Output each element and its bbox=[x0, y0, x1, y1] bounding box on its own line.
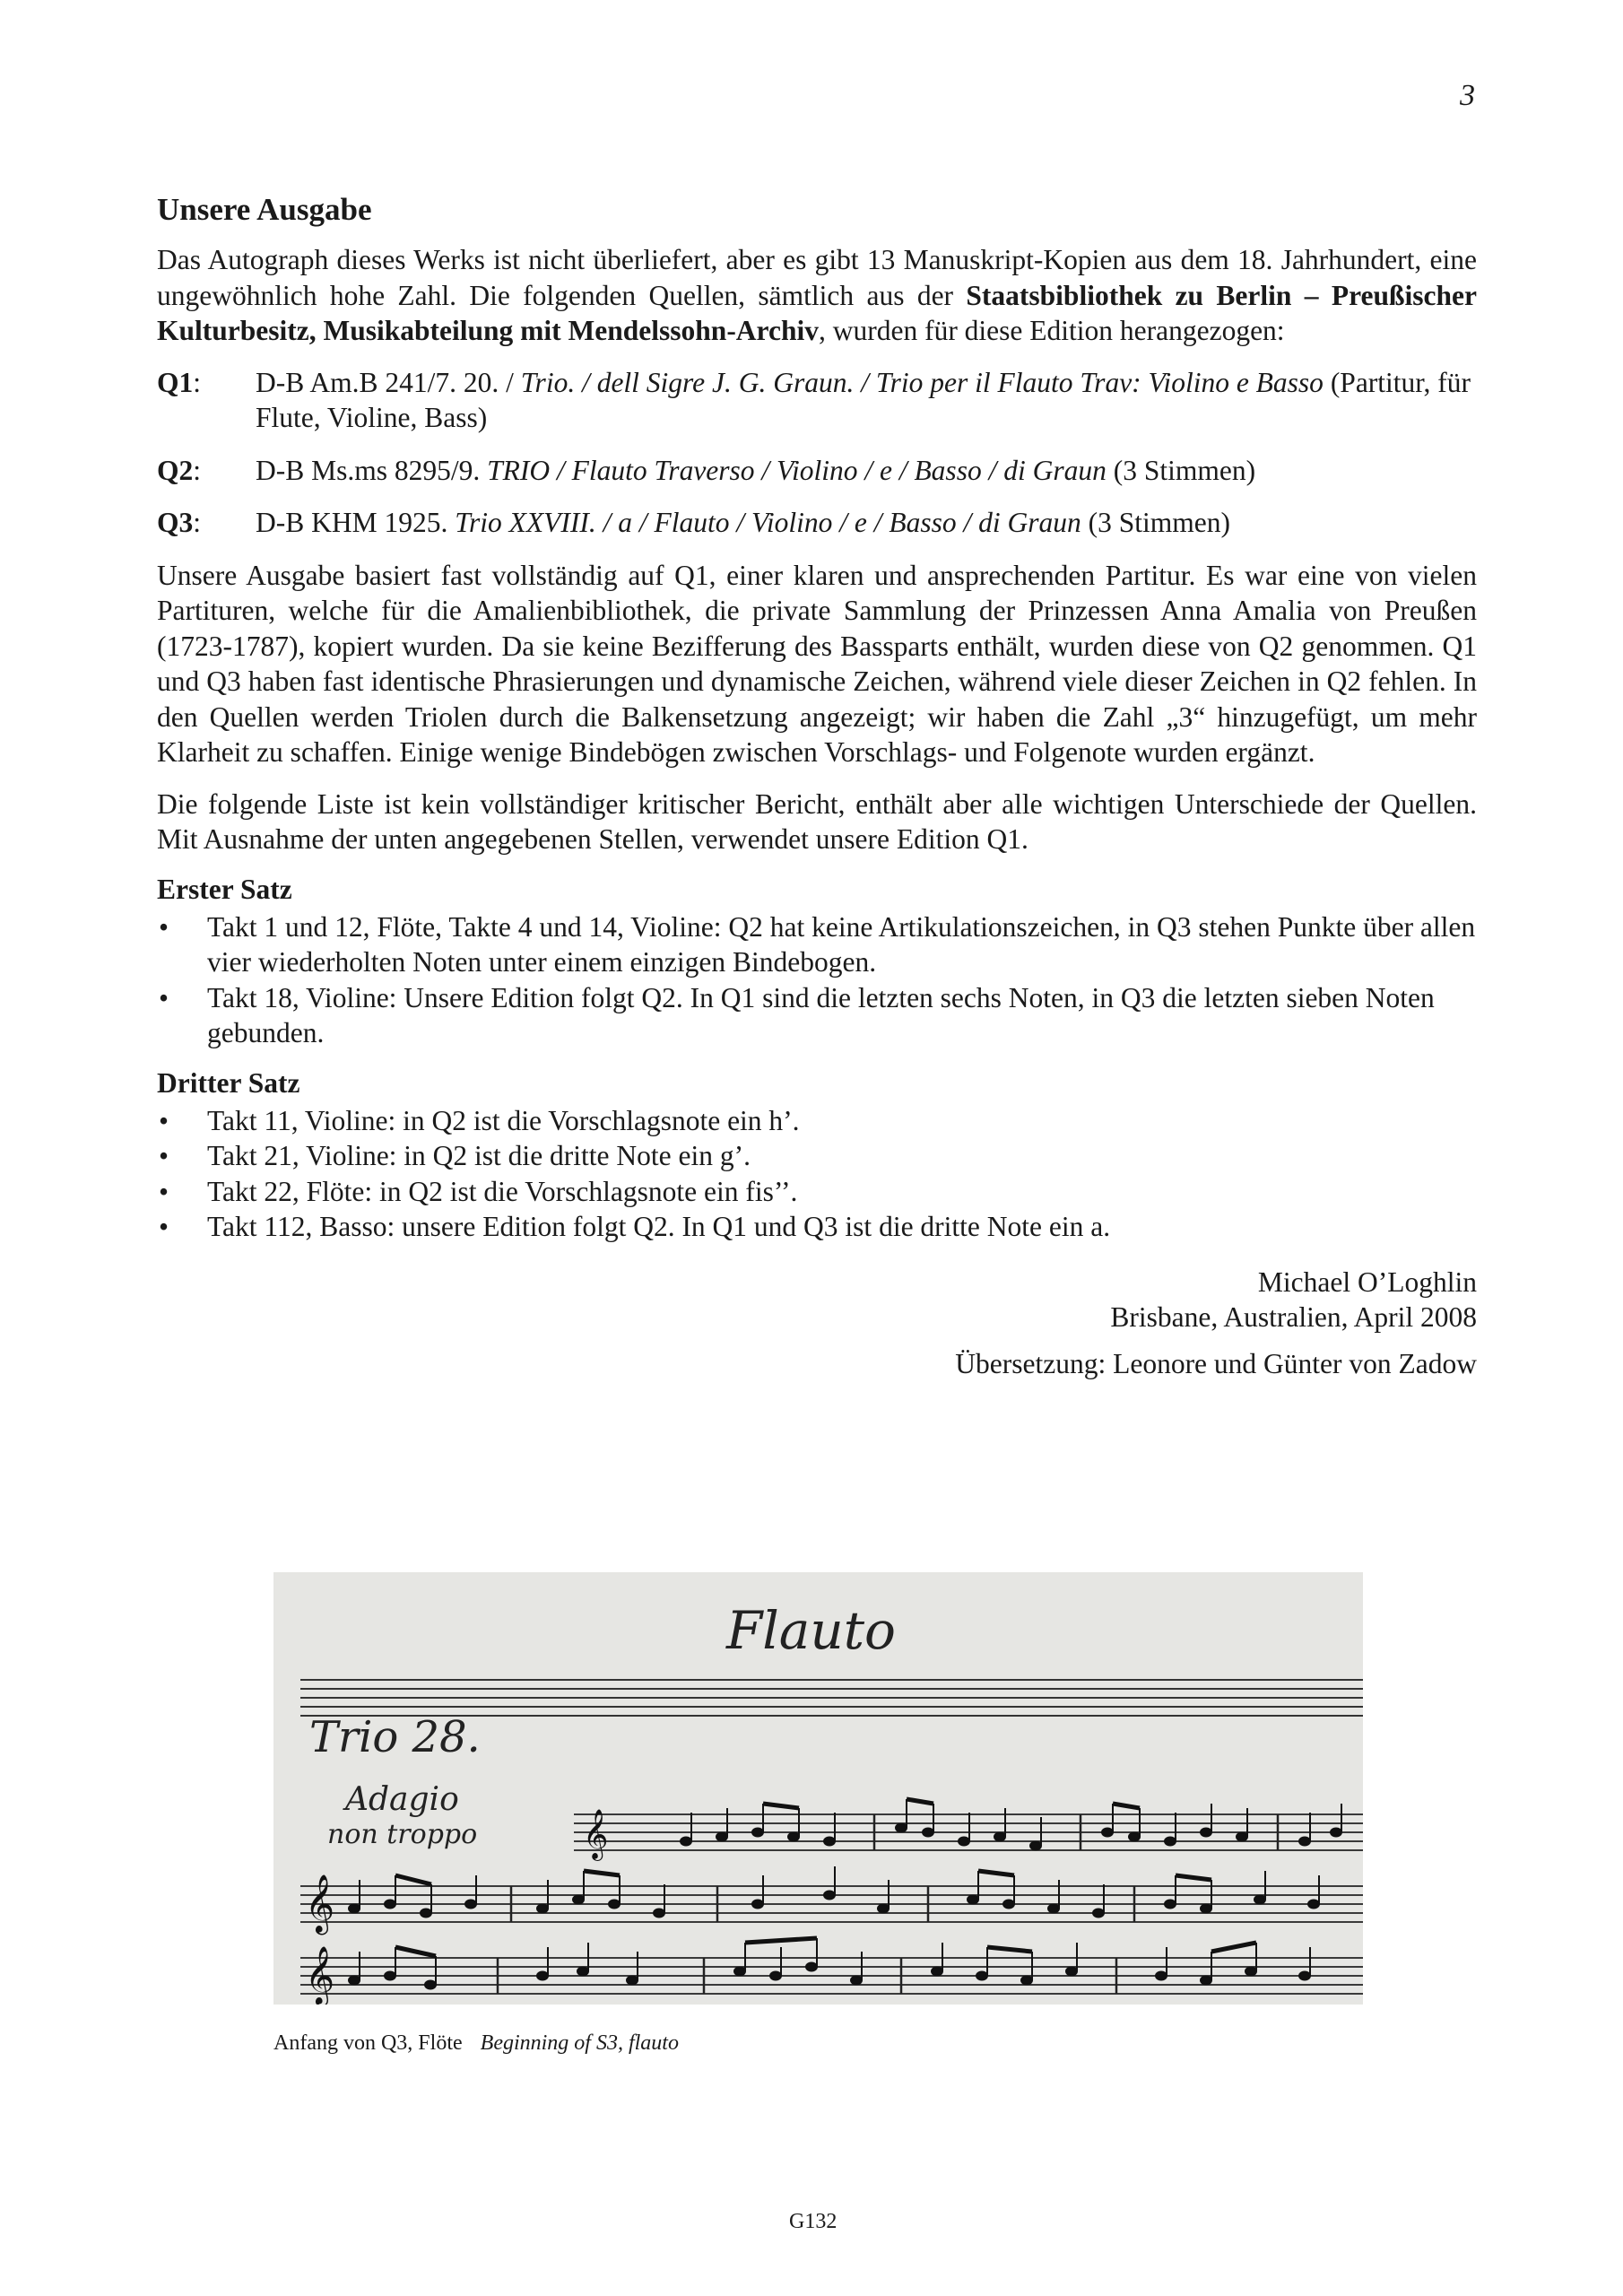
subheading-first-movement: Erster Satz bbox=[157, 873, 292, 905]
list-item: • Takt 22, Flöte: in Q2 ist die Vorschlagsnote ein fis’’. bbox=[157, 1174, 1477, 1210]
svg-text:non troppo: non troppo bbox=[327, 1819, 478, 1850]
main-content bbox=[157, 190, 1477, 1381]
list-item: • Takt 18, Violine: Unsere Edition folgt Q2. In Q1 sind die letzten sechs Noten, in Q3 die letzten sieben Noten gebunden. bbox=[157, 980, 1477, 1051]
svg-text:𝄞: 𝄞 bbox=[583, 1809, 609, 1859]
bullet-icon: • bbox=[159, 1211, 169, 1242]
section-heading: Unsere Ausgabe bbox=[157, 192, 372, 227]
source-row-q1 bbox=[157, 365, 1477, 436]
bullet-icon: • bbox=[159, 1104, 169, 1136]
manuscript-image bbox=[273, 1572, 1363, 2005]
edition-paragraph: Unsere Ausgabe basiert fast vollständig auf Q1, einer klaren und ansprechenden Partitur. Es war eine von vielen Partituren, welche für die Amalienbibliothek, die private Sammlung der Prinzessen Anna Amalia von Preußen (1723-1787), kopiert wurden. Da sie keine Bezifferung des Bassparts enthält, wurden diese von Q2 genommen. Q1 und Q3 haben fast identische Phrasierungen und dynamische Zeichen, während viele dieser Zeichen in Q2 fehlen. In den Quellen werden Triolen durch die Balkensetzung angezeigt; wir haben die Zahl „3“ hinzugefügt, um mehr Klarheit zu schaffen. Einige wenige Bindebögen zwischen Vorschlags- und Folgenote wurden ergänzt. bbox=[157, 559, 1477, 768]
svg-text:Trio 28.: Trio 28. bbox=[309, 1712, 481, 1762]
list-item: • Takt 11, Violine: in Q2 ist die Vorschlagsnote ein h’. bbox=[157, 1103, 1477, 1139]
list-intro-paragraph: Die folgende Liste ist kein vollständiger kritischer Bericht, enthält aber alle wichtigen Unterschiede der Quellen. Mit Ausnahme der unten angegebenen Stellen, verwendet unsere Edition Q1. bbox=[157, 787, 1477, 855]
source-description: D-B Ms.ms 8295/9. TRIO / Flauto Traverso / Violino / e / Basso / di Graun (3 Stimmen) bbox=[256, 454, 1256, 486]
svg-text:𝄞: 𝄞 bbox=[305, 1946, 335, 2005]
source-label: Q1: bbox=[157, 366, 202, 398]
svg-text:Adagio: Adagio bbox=[345, 1781, 459, 1818]
signature-block bbox=[157, 1265, 1477, 1335]
list-item: • Takt 1 und 12, Flöte, Takte 4 und 14, Violine: Q2 hat keine Artikulationszeichen, in Q3 stehen Punkte über allen vier wiederholten Noten unter einem einzigen Bindebogen. bbox=[157, 909, 1477, 980]
page-number: 3 bbox=[1460, 79, 1475, 112]
first-movement-list bbox=[157, 909, 1477, 1051]
caption-german: Anfang von Q3, Flöte bbox=[273, 2031, 463, 2055]
intro-text-2: , wurden für diese Edition herangezogen: bbox=[818, 315, 1285, 346]
source-row-q2 bbox=[157, 453, 1477, 489]
source-row-q3 bbox=[157, 505, 1477, 541]
source-label: Q3: bbox=[157, 507, 202, 538]
place-date: Brisbane, Australien, April 2008 bbox=[1110, 1301, 1477, 1333]
intro-text-1: Das Autograph dieses Werks ist nicht überliefert, aber es gibt 13 Manuskript-Kopien aus dem 18. Jahrhundert, eine ungewöhnlich hohe Zahl. Die folgenden Quellen, sämtlich aus der bbox=[157, 244, 1477, 311]
svg-text:Flauto: Flauto bbox=[726, 1600, 896, 1661]
image-caption bbox=[273, 2031, 679, 2056]
source-description: D-B KHM 1925. Trio XXVIII. / a / Flauto / Violino / e / Basso / di Graun (3 Stimmen) bbox=[256, 507, 1231, 538]
source-label: Q2: bbox=[157, 454, 202, 486]
intro-library-name: Staatsbibliothek zu Berlin – Preußischer Kulturbesitz, Musikabteilung mit Mendelssohn-Archiv bbox=[157, 279, 1477, 346]
svg-text:𝄞: 𝄞 bbox=[305, 1874, 335, 1933]
caption-english: Beginning of S3, flauto bbox=[480, 2031, 679, 2055]
source-description: D-B Am.B 241/7. 20. / Trio. / dell Sigre J. G. Graun. / Trio per il Flauto Trav: Violino e Basso (Partitur, für Flute, Violine, Bass) bbox=[256, 366, 1471, 433]
subheading-third-movement: Dritter Satz bbox=[157, 1066, 300, 1099]
list-item: • Takt 112, Basso: unsere Edition folgt Q2. In Q1 und Q3 ist die dritte Note ein a. bbox=[157, 1209, 1477, 1245]
author-name: Michael O’Loghlin bbox=[1257, 1265, 1477, 1298]
translation-credit: Übersetzung: Leonore und Günter von Zadow bbox=[955, 1347, 1477, 1379]
source-list bbox=[157, 365, 1477, 541]
bullet-icon: • bbox=[159, 1175, 169, 1207]
third-movement-list bbox=[157, 1103, 1477, 1245]
bullet-icon: • bbox=[159, 1140, 169, 1171]
list-item: • Takt 21, Violine: in Q2 ist die dritte Note ein g’. bbox=[157, 1138, 1477, 1174]
bullet-icon: • bbox=[159, 910, 169, 943]
intro-paragraph bbox=[157, 242, 1477, 349]
footer-code: G132 bbox=[789, 2210, 838, 2233]
bullet-icon: • bbox=[159, 981, 169, 1013]
